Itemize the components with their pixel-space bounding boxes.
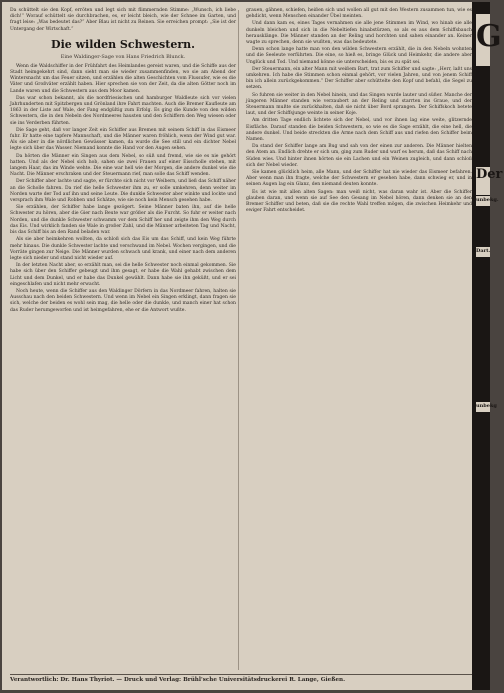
imprint-footer: Verantwortlich: Dr. Hans Thyriot. — Druck und Verlag: Brühl'sche Universitätsdruckerei R. Lange, Gießen. [10,674,472,687]
paragraph: Als sie aber heimkehren wollten, da schloß sich das Eis um das Schiff, und kein Weg führte mehr hinaus. Die dunkle Schwester lachte und verschwand im Nebel. Wochen vergingen, und die Vorräte gingen zur Neige. Die Männer wurden schwach und krank, und einer nach dem anderen legte sich nieder und stand nicht wieder auf. [10,237,236,261]
paragraph: Da stand der Schiffer lange am Bug und sah von der einen zur anderen. Die Männer hielten den Atem an. Endlich drehte er sich um, ging zum Ruder und warf es herum, daß das Schiff nach Süden wies. Und hinter ihnen hörten sie ein Lachen und ein Weinen zugleich, und dann schloß sich der Nebel wieder. [246,144,472,168]
adjacent-page-edge [472,2,490,690]
paragraph: So fuhren sie weiter in den Nebel hinein, und das Singen wurde lauter und süßer. Manche der jüngeren Männer standen wie verzaubert an der Reling und starrten ins Graue, und der Steuermann mußte sie zurückhalten, daß sie nicht über Bord sprangen. Der Schiffskoch betete laut, und der Schiffsjunge weinte in seiner Koje. [246,92,472,117]
edge-label: Dart. [476,247,490,257]
paragraph: Und dann kam es, eines Tages vernahmen sie alle jene Stimmen im Wind, wo hinab sie alle dunkeln bleichen und sich in die Nebeltiefen hinabstürzen, so als es aus dem Schiffsbauch herausklänge. Die Männer standen an der Reling und horchten und sahen einander an. Keiner wagte zu sprechen, denn sie wußten, was das bedeutete. [246,21,472,46]
paragraph: In der letzten Nacht aber, so erzählt man, sei die helle Schwester noch einmal gekommen. Sie habe sich über den Schiffer gebeugt und ihm gesagt, er habe die Wahl gehabt zwischen dem Licht und dem Dunkel, und er habe das Dunkel gewählt. Dann habe sie ihn geküßt, und er sei eingeschlafen und nicht mehr erwacht. [10,263,236,287]
paragraph: Sie erzählen, der Schiffer habe lange gezögert. Seine Männer baten ihn, auf die helle Schwester zu hören, aber die Gier nach Beute war größer als die Furcht. So fuhr er weiter nach Norden, und die dunkle Schwester schwamm vor dem Schiff her und zeigte ihm den Weg durch das Eis. Und wirklich fanden sie Wale in großer Zahl, und die Männer arbeiteten Tag und Nacht, bis das Schiff bis an den Rand beladen war. [10,205,236,236]
right-column [246,8,472,216]
edge-label: unbekg [476,402,490,412]
left-column [10,8,236,315]
paragraph: Noch heute, wenn die Schiffer aus den Waldinger Dörfern in das Nordmeer fahren, halten sie Ausschau nach den beiden Schwestern. Und wenn im Nebel ein Singen erklingt, dann fragen sie sich, welche der beiden es wohl sein mag, die helle oder die dunkle, und manch einer hat schon das Ruder herumgeworfen und ist heimgefahren, ehe er die Antwort wußte. [10,288,236,313]
intro-fragment: Da schüttelt sie den Kopf, erröten und legt sich mit flimmernden Stimme: „Wunsch, ich liebe dich!“ Worauf schüttelt sie durchbrachen, es, er leicht bleich, wie der Schnee im Garten, und fragt leise: „Was bedeutet das?“ Aber Blau ist nicht zu Reinen. Sie erreichen prompt: „Sie ist der Untergang der Wirtschaft.“ [10,8,236,32]
newspaper-page [2,2,503,690]
edge-heading: Der [476,167,490,195]
paragraph: Es ist wie mit allen alten Sagen: man weiß nicht, was daran wahr ist. Aber die Schiffer glauben daran, und wenn sie auf See den Gesang im Nebel hören, dann denken sie an den Bremer Schiffer und beten, daß sie die rechte Wahl treffen mögen, die zwischen Heimkehr und ewiger Fahrt entscheidet. [246,189,472,214]
paragraph: Die Sage geht, daß vor langer Zeit ein Schiffer aus Bremen mit seinem Schiff in das Eismeer fuhr. Er hatte eine tapfere Mannschaft, und die Männer waren fröhlich, wenn der Wind gut war. Als sie aber in die nördlichen Gewässer kamen, da wurde die See still und ein dichter Nebel legte sich über das Wasser. Niemand konnte die Hand vor den Augen sehen. [10,127,236,152]
paragraph: Wenn die Waldschiffer in der Frühfahrt des Heimlandes gereist waren, und die Schiffe aus der Stadt heimgekehrt sind, dann sieht man sie wieder zusammenfinden, wo sie am Abend der Wintersnacht um das Feuer sitzen, und erzählen die alten Geschichten vom Flussufer, wie es die Väter und Großväter erzählt haben. Hier sprechen sie von der Zeit, da die alten Götter noch im Lande waren und die Schwestern aus dem Moor kamen. [10,63,236,94]
paragraph: Denn schon lange hatte man von den wilden Schwestern erzählt, die in den Nebeln wohnten und die Seeleute verführten. Die eine, so hieß es, bringe Glück und Heimkehr, die andere aber Unglück und Tod. Und niemand könne sie unterscheiden, bis es zu spät sei. [246,47,472,65]
column-divider [238,10,239,670]
article-title: Die wilden Schwestern. [51,37,195,51]
paragraph: Am dritten Tage endlich lichtete sich der Nebel, und vor ihnen lag eine weite, glitzernde Eisfläche. Darauf standen die beiden Schwestern, so wie es die Sage erzählt, die eine hell, die andere dunkel. Und beide streckten die Arme nach dem Schiff aus und riefen den Schiffer beim Namen. [246,118,472,143]
paragraph: Sie kamen glücklich heim, alle Mann, und der Schiffer hat nie wieder das Eismeer befahren. Aber wenn man ihn fragte, welche der Schwestern er gesehen habe, dann schwieg er, und in seinen Augen lag ein Glanz, den niemand deuten konnte. [246,170,472,188]
paragraph: Das war schon bekannt, als die nordfriesischen und hamburger Waldleute sich vor vielen Jahrhunderten mit Spitzbergen und Grönland ihre Fahrt machten. Auch die Bremer Kaufleute am 1863 in der Liste auf Wale, der Fang endgültig zum Erfolg. Es ging die Kunde von den wilden Schwestern, die in den Nebeln des Nordmeeres hausten und den Schiffern den Weg wiesen oder sie ins Verderben führten. [10,95,236,126]
paragraph: Da hörten die Männer ein Singen aus dem Nebel, so süß und fremd, wie sie es nie gehört hatten. Und als der Nebel sich hob, sahen sie zwei Frauen auf einer Eisscholle stehen, mit langem Haar, das im Winde wehte. Die eine war hell wie der Morgen, die andere dunkel wie die Nacht. Die Männer erschraken und der Steuermann rief, man solle das Schiff wenden. [10,153,236,178]
paragraph: Der Steuermann, ein alter Mann mit weißem Bart, trat zum Schiffer und sagte: „Herr, laßt uns umkehren. Ich habe die Stimmen schon einmal gehört, vor vielen Jahren, und von jenem Schiff bin ich allein zurückgekommen.“ Der Schiffer aber schüttelte den Kopf und befahl, die Segel zu setzen. [246,66,472,91]
paragraph: Der Schiffer aber lachte und sagte, er fürchte sich nicht vor Weibern, und ließ das Schiff näher an die Scholle fahren. Da rief die helle Schwester ihm zu, er solle umkehren, denn weiter im Norden warte der Tod auf ihn und seine Leute. Die dunkle Schwester aber winkte und lockte und versprach ihm Wale und Robben und Schätze, wie sie noch kein Mensch gesehen habe. [10,179,236,204]
edge-letter: G [476,14,490,66]
edge-label: unbekg. [476,196,490,206]
paragraph: grauen, gähnen, schiefen, heißen sich und wollen all gut mit den Western zusammen tun, wie es gehdicht, wenn Menschen einander Übel meinten. [246,8,472,20]
article-subtitle: Eine Waldinger-Sage von Hans Friedrich Blunck. [60,53,186,60]
